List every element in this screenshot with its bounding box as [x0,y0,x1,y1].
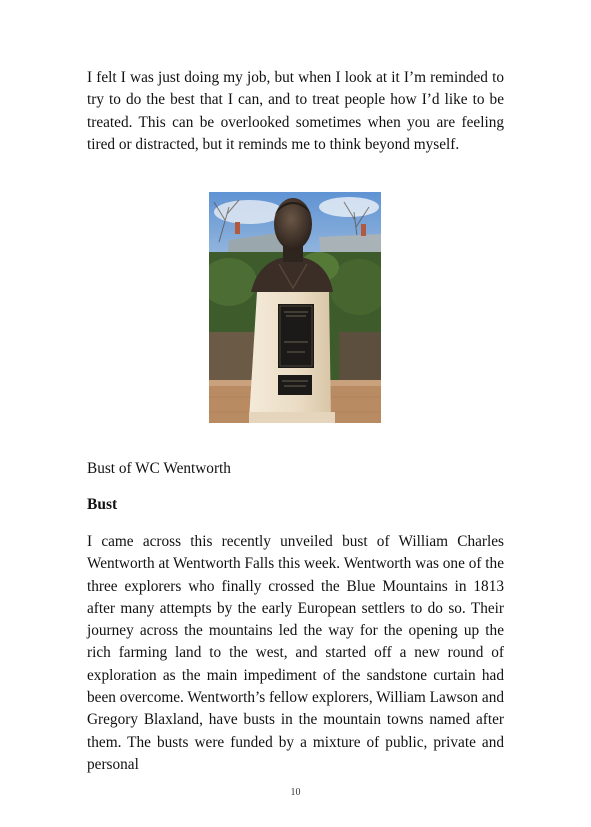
page-number: 10 [290,787,301,798]
bust-photo [209,192,381,423]
bust-paragraph: I came across this recently unveiled bust of William Charles Wentworth at Wentworth Falls this week. Wentworth was one of the three explorers who finally crossed the Blue Mountains in 1813 after many attempts by the early European settlers to do so. Their journey across the mountains led the way for the opening up the rich farming land to the west, and started off a new round of exploration as the main impediment of the sandstone curtain had been overcome. Wentworth’s fellow explorers, William Lawson and Gregory Blaxland, have busts in the mountain towns named after them. The busts were funded by a mixture of public, private and personal [87,533,504,773]
figure-caption: Bust of WC Wentworth [87,460,231,477]
intro-paragraph: I felt I was just doing my job, but when I look at it I’m reminded to try to do the best that I can, and to treat people how I’d like to be treated. This can be overlooked sometimes when you are feeling tired or distracted, but it reminds me to think beyond myself. [87,69,504,153]
section-heading: Bust [87,496,118,513]
